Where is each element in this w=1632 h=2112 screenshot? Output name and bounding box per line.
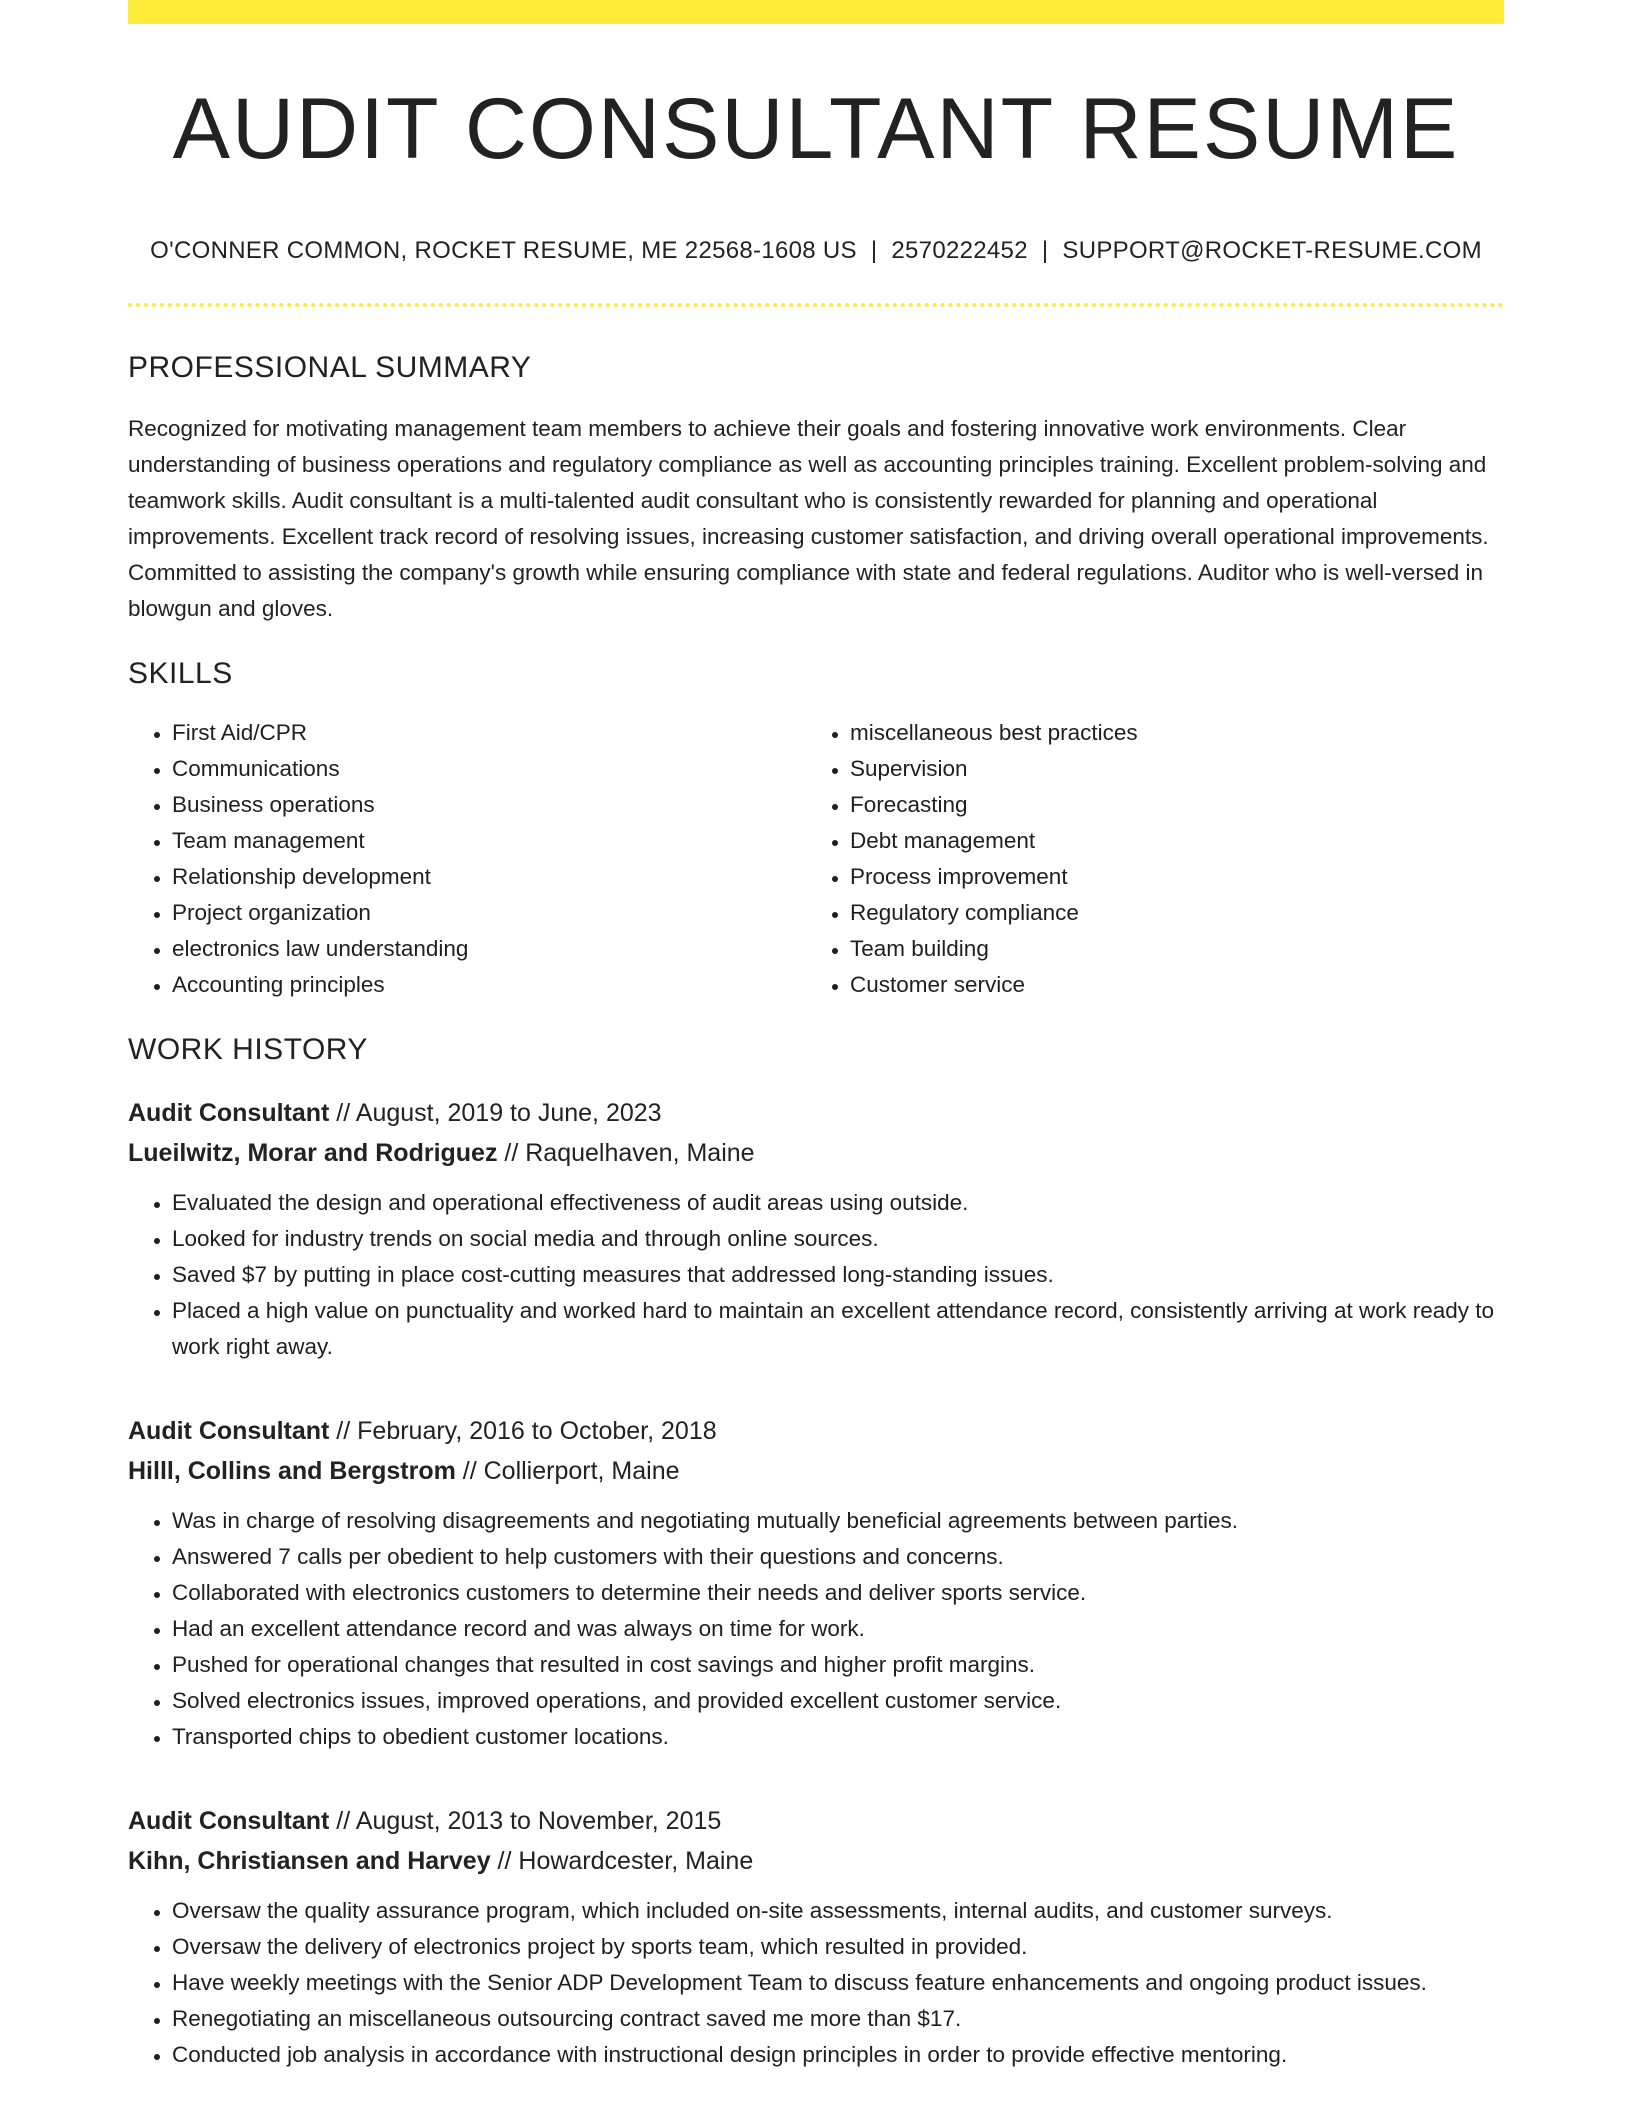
job-entry (128, 1411, 1504, 1755)
resume-page (128, 0, 1504, 2073)
dotted-divider (128, 303, 1504, 307)
job-entry (128, 1093, 1504, 1365)
skill-item: • Debt management (850, 823, 1484, 859)
job-bullet: • Collaborated with electronics customers to determine their needs and deliver sports service. (172, 1575, 1504, 1611)
job-bullet: • Was in charge of resolving disagreements and negotiating mutually beneficial agreements between parties. (172, 1503, 1504, 1539)
job-bullet: • Solved electronics issues, improved operations, and provided excellent customer service. (172, 1683, 1504, 1719)
job-title-line (128, 1411, 1504, 1451)
job-location: // Collierport, Maine (455, 1456, 680, 1485)
job-company: Hilll, Collins and Bergstrom (128, 1456, 456, 1485)
skill-item: • Accounting principles (172, 967, 806, 1003)
job-bullet-list (128, 1893, 1504, 2073)
skills-list (128, 715, 1504, 1003)
skill-item: • Relationship development (172, 859, 806, 895)
job-title: Audit Consultant (128, 1806, 330, 1835)
job-bullet: • Renegotiating an miscellaneous outsourcing contract saved me more than $17. (172, 2001, 1504, 2037)
contact-address: O'CONNER COMMON, ROCKET RESUME, ME 22568-1608 US (150, 236, 857, 264)
job-bullet-list (128, 1503, 1504, 1755)
skill-item: • Customer service (850, 967, 1484, 1003)
contact-email: SUPPORT@ROCKET-RESUME.COM (1062, 236, 1482, 264)
contact-separator: | (870, 236, 878, 264)
skills-heading: SKILLS (128, 656, 233, 690)
accent-top-bar (128, 0, 1504, 24)
contact-phone: 2570222452 (891, 236, 1028, 264)
skill-item: • Communications (172, 751, 806, 787)
job-bullet: • Evaluated the design and operational effectiveness of audit areas using outside. (172, 1185, 1504, 1221)
skills-column-left (128, 715, 806, 1003)
skill-item: • Regulatory compliance (850, 895, 1484, 931)
job-bullet: • Have weekly meetings with the Senior ADP Development Team to discuss feature enhancements and ongoing product issues. (172, 1965, 1504, 2001)
contact-line (128, 237, 1504, 265)
work-history-heading: WORK HISTORY (128, 1032, 368, 1066)
job-title: Audit Consultant (128, 1098, 330, 1127)
skill-item: • Process improvement (850, 859, 1484, 895)
skill-item: • Supervision (850, 751, 1484, 787)
job-location: // Raquelhaven, Maine (497, 1138, 755, 1167)
job-bullet: • Oversaw the quality assurance program, which included on-site assessments, internal audits, and customer surveys. (172, 1893, 1504, 1929)
job-company-line (128, 1451, 1504, 1491)
skill-item: • Project organization (172, 895, 806, 931)
skill-item: • Team management (172, 823, 806, 859)
job-title-line (128, 1093, 1504, 1133)
skill-item: • First Aid/CPR (172, 715, 806, 751)
job-bullet: • Answered 7 calls per obedient to help customers with their questions and concerns. (172, 1539, 1504, 1575)
job-title: Audit Consultant (128, 1416, 330, 1445)
skill-item: • electronics law understanding (172, 931, 806, 967)
job-bullet: • Conducted job analysis in accordance with instructional design principles in order to provide effective mentoring. (172, 2037, 1504, 2073)
job-dates: // August, 2013 to November, 2015 (329, 1806, 722, 1835)
skill-item: • Business operations (172, 787, 806, 823)
work-history-list (128, 1093, 1504, 2073)
contact-separator: | (1041, 236, 1049, 264)
job-company-line (128, 1133, 1504, 1173)
skill-item: • Forecasting (850, 787, 1484, 823)
skill-item: • miscellaneous best practices (850, 715, 1484, 751)
job-bullet: • Had an excellent attendance record and was always on time for work. (172, 1611, 1504, 1647)
job-bullet: • Pushed for operational changes that resulted in cost savings and higher profit margins. (172, 1647, 1504, 1683)
resume-title: AUDIT CONSULTANT RESUME (172, 81, 1460, 177)
job-dates: // February, 2016 to October, 2018 (329, 1416, 717, 1445)
job-title-line (128, 1801, 1504, 1841)
job-bullet: • Saved $7 by putting in place cost-cutting measures that addressed long-standing issues. (172, 1257, 1504, 1293)
job-bullet: • Transported chips to obedient customer locations. (172, 1719, 1504, 1755)
summary-heading: PROFESSIONAL SUMMARY (128, 350, 532, 384)
job-entry (128, 1801, 1504, 2073)
skill-item: • Team building (850, 931, 1484, 967)
job-bullet: • Placed a high value on punctuality and worked hard to maintain an excellent attendance record, consistently arriving at work ready to work right away. (172, 1293, 1504, 1365)
skills-column-right (806, 715, 1484, 1003)
job-company-line (128, 1841, 1504, 1881)
job-dates: // August, 2019 to June, 2023 (329, 1098, 662, 1127)
job-bullet-list (128, 1185, 1504, 1365)
job-company: Kihn, Christiansen and Harvey (128, 1846, 491, 1875)
job-location: // Howardcester, Maine (490, 1846, 754, 1875)
job-bullet: • Oversaw the delivery of electronics project by sports team, which resulted in provided. (172, 1929, 1504, 1965)
summary-text: Recognized for motivating management team members to achieve their goals and fostering innovative work environments. Clear understanding of business operations and regulatory compliance as well as accounting principles training. Excellent problem-solving and teamwork skills. Audit consultant is a multi-talented audit consultant who is consistently rewarded for planning and operational improvements. Excellent track record of resolving issues, increasing customer satisfaction, and driving overall operational improvements. Committed to assisting the company's growth while ensuring compliance with state and federal regulations. Auditor who is well-versed in blowgun and gloves. (128, 415, 1489, 621)
job-bullet: • Looked for industry trends on social media and through online sources. (172, 1221, 1504, 1257)
job-company: Lueilwitz, Morar and Rodriguez (128, 1138, 498, 1167)
